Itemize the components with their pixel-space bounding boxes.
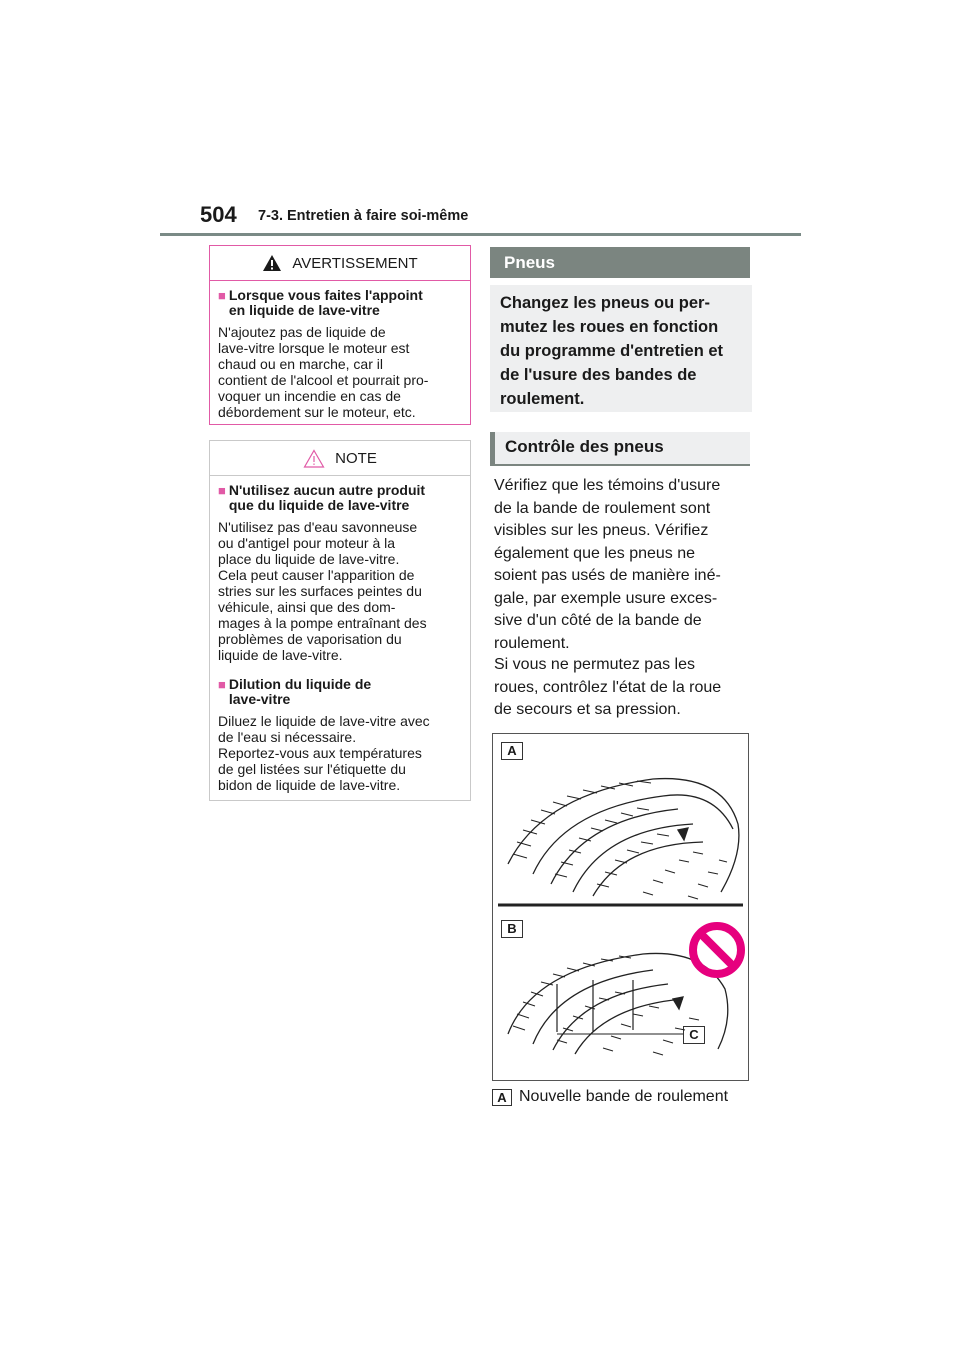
controle-paragraph-1: Vérifiez que les témoins d'usure de la bande de roulement sont visibles sur les pneus. Vérifiez également que les pneus ne soient pas usés de manière iné- gale, par exemple usure exces- sive d'un côté de la bande de roulement.: [494, 477, 721, 652]
warning-box: [209, 245, 471, 425]
note-item1-title-text: N'utilisez aucun autre produit que du liquide de lave-vitre: [228, 482, 426, 513]
page-number: 504: [200, 202, 237, 227]
tire-tread-figure: [492, 733, 749, 1081]
warning-header: [210, 246, 470, 281]
controle-heading: Contrôle des pneus: [490, 432, 750, 466]
note-item2-title: [218, 677, 464, 707]
pneus-intro: Changez les pneus ou per- mutez les roues en fonction du programme d'entretien et de l'usure des bandes de roulement.: [490, 285, 752, 412]
note-item1-title: [218, 483, 464, 513]
section-title: 7-3. Entretien à faire soi-même: [258, 208, 469, 224]
bullet-square-icon: ■: [218, 677, 226, 692]
controle-paragraph-2: Si vous ne permutez pas les roues, contrôlez l'état de la roue de secours et sa pression.: [494, 656, 722, 718]
bullet-square-icon: ■: [218, 483, 226, 498]
warning-item-title-text: Lorsque vous faites l'appoint en liquide de lave-vitre: [228, 287, 423, 318]
warning-title: AVERTISSEMENT: [292, 254, 418, 272]
caption-label-a: A: [492, 1089, 512, 1106]
warning-item-title: [218, 288, 464, 318]
note-box: [209, 440, 471, 801]
caution-triangle-icon: [303, 449, 325, 468]
prohibited-icon: [693, 926, 741, 974]
note-header: [210, 441, 470, 476]
figure-label-c: C: [683, 1026, 705, 1044]
figure-caption: [492, 1088, 728, 1106]
caption-text: Nouvelle bande de roulement: [519, 1088, 729, 1105]
note-item1-text: N'utilisez pas d'eau savonneuse ou d'antigel pour moteur à la place du liquide de lave-vitre. Cela peut causer l'apparition de stries sur les surfaces peintes du véhicule, ainsi que des dom- mages à la pompe entraînant des problèmes de vaporisation du liquide de lave-vitre.: [218, 519, 427, 663]
warning-item-text: N'ajoutez pas de liquide de lave-vitre lorsque le moteur est chaud ou en marche, car il contient de l'alcool et pourrait pro- voquer un incendie en cas de débordement sur le moteur, etc.: [218, 324, 429, 420]
warning-triangle-icon: [262, 254, 282, 272]
header-divider: [160, 233, 801, 236]
bullet-square-icon: ■: [218, 288, 226, 303]
pneus-heading: Pneus: [490, 247, 750, 278]
note-item2-text: Diluez le liquide de lave-vitre avec de l'eau si nécessaire. Reportez-vous aux températures de gel listées sur l'étiquette du bidon de liquide de lave-vitre.: [218, 713, 430, 793]
figure-label-b: B: [501, 920, 523, 938]
tire-illustration: [493, 734, 748, 1080]
figure-label-a: A: [501, 742, 523, 760]
note-item2-title-text: Dilution du liquide de lave-vitre: [228, 676, 372, 707]
worn-tire-drawing: [508, 953, 728, 1055]
new-tire-drawing: [508, 779, 739, 899]
note-title: NOTE: [335, 449, 377, 467]
